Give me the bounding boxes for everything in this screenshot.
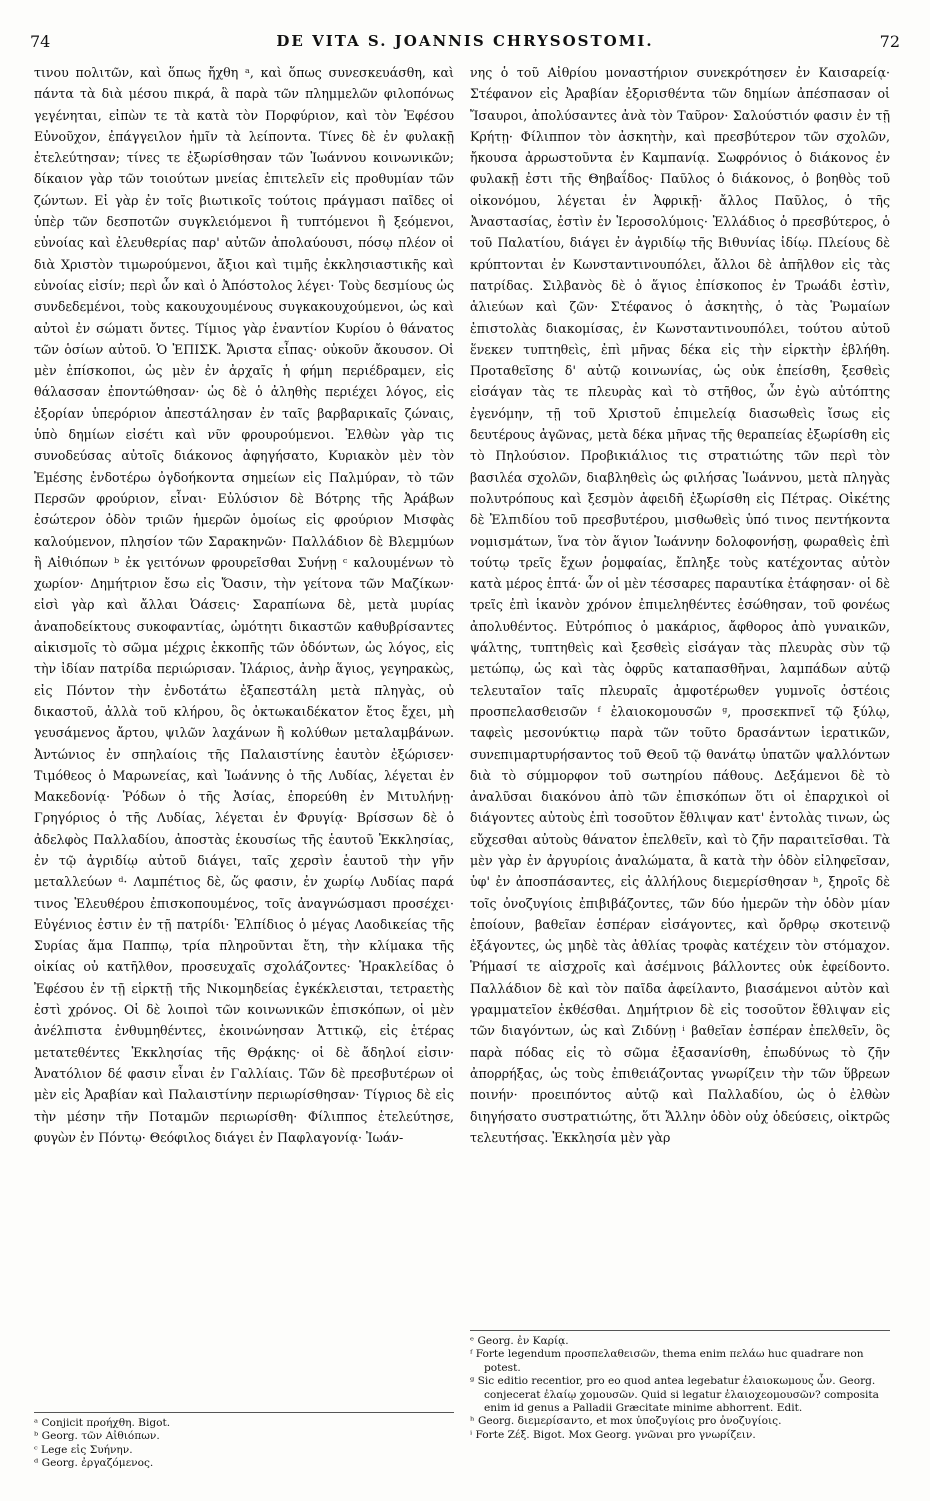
left-column: [34, 62, 454, 1148]
footnote-i: ⁱ Forte Ζέξ. Bigot. Mox Georg. γνῶναι pro γνωρίζειν.: [470, 1428, 756, 1441]
footnote-g: ᵍ Sic editio recentior, pro eo quod antea legebatur ἐλαιοκωμους ὧν. Georg. conjecerat ἐλαίῳ χομουσῶν. Quid si legatur ἐλαιοχεομουσῶν? composita enim id genus a Palladii Græcitate minime abhorrent. Edit.: [470, 1375, 879, 1415]
footnote-b: ᵇ Georg. τῶν Αἰθιόπων.: [34, 1430, 160, 1443]
footnote-d: ᵈ Georg. ἐργαζόμενος.: [34, 1457, 154, 1470]
page-header: [30, 32, 900, 54]
footnote-a: ᵃ Conjicit προήχθη. Bigot.: [34, 1417, 171, 1429]
running-title: DE VITA S. JOANNIS CHRYSOSTOMI.: [276, 32, 654, 50]
left-column-text: τινου πολιτῶν, καὶ ὅπως ἤχθη ᵃ, καὶ ὅπως συνεσκευάσθη, καὶ πάντα τὰ διὰ μέσου πικρά, ἃ παρὰ τῶν πλημμελῶν φιλοπόνως γεγένηται, εἰπὼν τε τὰ κατὰ τὸν Πορφύριον, καὶ τὸν Ἐφέσου Εὐνοῦχον, ἐπάγγειλον ἡμῖν τὰ λείποντα. Τίνες δὲ ἐν φυλακῇ ἐτελεύτησαν; τίνες τε ἐξωρίσθησαν τῶν Ἰωάννου κοινωνικῶν; δίκαιον γὰρ τῶν τοιούτων μνείας ἐπιτελεῖν εἰς προθυμίαν τῶν ζώντων. Εἰ γὰρ ἐν τοῖς βιωτικοῖς τούτοις πράγμασι παῖδες οἱ ὑπὲρ τῶν δεσποτῶν συγκλειόμενοι ἢ τυπτόμενοι ἢ ξεόμενοι, εὐνοίας καὶ ἐλευθερίας παρ' αὐτῶν ἀπολαύουσι, πόσῳ πλέον οἱ διὰ Χριστὸν τιμωρούμενοι, ἄξιοι καὶ τιμῆς ἐκκλησιαστικῆς καὶ εὐνοίας εἰσίν; περὶ ὧν καὶ ὁ Ἀπόστολος λέγει· Τοὺς δεσμίους ὡς συνδεδεμένοι, τοὺς κακουχουμένους συγκακουχούμενοι, ὡς καὶ αὐτοὶ ἐν σώματι ὄντες. Τίμιος γὰρ ἐναντίον Κυρίου ὁ θάνατος τῶν ὁσίων αὐτοῦ. Ὁ ἘΠΙΣΚ. Ἄριστα εἶπας· οὐκοῦν ἄκουσον. Οἱ μὲν ἐπίσκοποι, ὡς μὲν ἐν ἀρχαῖς ἡ φήμη περιέδραμεν, εἰς θάλασσαν ἐποντώθησαν· ὡς δὲ ὁ ἀληθὴς περιέχει λόγος, εἰς ἐξορίαν ὑπερόριον ἀπεστάλησαν ἐν ταῖς βαρβαρικαῖς ζώναις, ὑπὸ δημίων εἰσέτι καὶ νῦν φρουρούμενοι. Ἐλθὼν γὰρ τις συνοδεύσας αὐτοῖς διάκονος ἀφηγήσατο, Κυριακὸν μὲν τὸν Ἐμέσης ἐνδοτέρω ὀγδοήκοντα σημείων εἰς Παλμύραν, τὸ τῶν Περσῶν φρούριον, εἶναι· Εὐλύσιον δὲ Βότρης τῆς Ἀράβων ἐσώτερον ὁδὸν τριῶν ἡμερῶν ὁμοίως εἰς φρούριον Μισφὰς καλούμενον, πλησίον τῶν Σαρακηνῶν· Παλλάδιον δὲ Βλεμμύων ἢ Αἰθιόπων ᵇ ἐκ γειτόνων φρουρεῖσθαι Συήνῃ ᶜ καλουμένων τὸ χωρίον· Δημήτριον ἔσω εἰς Ὄασιν, τὴν γείτονα τῶν Μαζίκων· εἰσὶ γὰρ καὶ ἄλλαι Ὀάσεις· Σαραπίωνα δὲ, μετὰ μυρίας ἀναποδείκτους συκοφαντίας, ὠμότητι δικαστῶν καθυβρίσαντες αἰκισμοῖς τὸ σῶμα μέχρις ἐκκοπῆς τῶν ὀδόντων, ὡς λόγος, εἰς τὴν ἰδίαν πατρίδα περιώρισαν. Ἱλάριος, ἀνὴρ ἅγιος, γεγηρακὼς, εἰς Πόντον τὴν ἐνδοτάτω ἐξαπεστάλη μετὰ πληγὰς, οὐ δικαστοῦ, ἀλλὰ τοῦ κλήρου, ὃς ὀκτωκαιδέκατον ἔτος ἔχει, μὴ γευσάμενος ἄρτου, ψιλῶν λαχάνων ἢ κολύθων μεταλαμβάνων. Ἀντώνιος ἐν σπηλαίοις τῆς Παλαιστίνης ἑαυτὸν ἐξώρισεν· Τιμόθεος ὁ Μαρωνείας, καὶ Ἰωάννης ὁ τῆς Λυδίας, λέγεται ἐν Μακεδονίᾳ· Ῥόδων ὁ τῆς Ἀσίας, ἐπορεύθη ἐν Μιτυλήνῃ· Γρηγόριος ὁ τῆς Λυδίας, λέγεται ἐν Φρυγίᾳ· Βρίσσων δὲ ὁ ἀδελφὸς Παλλαδίου, ἀποστὰς ἑκουσίως τῆς ἑαυτοῦ Ἐκκλησίας, ἐν τῷ ἀγριδίῳ αὐτοῦ διάγει, ταῖς χερσὶν ἑαυτοῦ τὴν γῆν μεταλλεύων ᵈ· Λαμπέτιος δὲ, ὥς φασιν, ἐν χωρίῳ Λυδίας παρά τινος Ἐλευθέρου ἐπισκοπουμένος, τοῖς ἀναγνώσμασι προσέχει· Εὐγένιος ἐστιν ἐν τῇ πατρίδι· Ἐλπίδιος ὁ μέγας Λαοδικείας τῆς Συρίας ἅμα Παππῳ, τρία πληροῦνται ἔτη, τὴν κλίμακα τῆς οἰκίας οὐ κατῆλθον, προσευχαῖς σχολάζοντες· Ἡρακλείδας ὁ Ἐφέσου ἐν τῇ εἱρκτῇ τῆς Νικομηδείας ἐγκέκλεισται, τετραετὴς ἐστὶ χρόνος. Οἱ δὲ λοιποὶ τῶν κοινωνικῶν ἐπισκόπων, οἱ μὲν ἀνέλπιστα ἐνθυμηθέντες, ἐκοινώνησαν Ἀττικῷ, εἰς ἑτέρας μετατεθέντες Ἐκκλησίας τῆς Θρᾴκης· οἱ δὲ ἄδηλοί εἰσιν· Ἀνατόλιον δέ φασιν εἶναι ἐν Γαλλίαις. Τῶν δὲ πρεσβυτέρων οἱ μὲν εἰς Ἀραβίαν καὶ Παλαιστίνην περιωρίσθησαν· Τίγριος δὲ εἰς τὴν μέσην τῆν Ποταμῶν περιωρίσθη· Φίλιππος ἐτελεύτησε, φυγὼν ἐν Πόντῳ· Θεόφιλος διάγει ἐν Παφλαγονίᾳ· Ἰωάν-: [34, 65, 454, 1145]
footnote-f: ᶠ Forte legendum προσπελαθεισῶν, thema enim πελάω huc quadrare non potest.: [470, 1348, 864, 1374]
right-column-text: νης ὁ τοῦ Αἰθρίου μοναστήριον συνεκρότησεν ἐν Καισαρείᾳ· Στέφανον εἰς Ἀραβίαν ἐξορισθέντα τῶν δημίων ἀπέσπασαν οἱ Ἴσαυροι, ἀπολύσαντες ἀνὰ τὸν Ταῦρον· Σαλούστιόν φασιν ἐν τῇ Κρήτῃ· Φίλιππον τὸν ἀσκητὴν, καὶ πρεσβύτερον τῶν σχολῶν, ἤκουσα ἀρρωστοῦντα ἐν Καμπανίᾳ. Σωφρόνιος ὁ διάκονος ἐν φυλακῇ ἐστι τῆς Θηβαΐδος· Παῦλος ὁ διάκονος, ὁ βοηθὸς τοῦ οἰκονόμου, λέγεται ἐν Ἀφρικῇ· ἄλλος Παῦλος, ὁ τῆς Ἀναστασίας, ἐστὶν ἐν Ἱεροσολύμοις· Ἑλλάδιος ὁ πρεσβύτερος, ὁ τοῦ Παλατίου, διάγει ἐν ἀγριδίῳ τῆς Βιθυνίας ἰδίῳ. Πλείους δὲ κρύπτονται ἐν Κωνσταντινουπόλει, ἄλλοι δὲ ἀπῆλθον εἰς τὰς πατρίδας. Σιλβανὸς δὲ ὁ ἅγιος ἐπίσκοπος ἐν Τρωάδι ἐστὶν, ἁλιεύων καὶ ζῶν· Στέφανος ὁ ἀσκητὴς, ὁ τὰς Ῥωμαίων ἐπιστολὰς διακομίσας, ἐν Κωνσταντινουπόλει, τούτου αὐτοῦ ἕνεκεν τυπτηθεὶς, ἐπὶ μῆνας δέκα εἰς τὴν εἱρκτὴν ἐβλήθη. Προταθεῖσης δ' αὐτῷ κοινωνίας, ὡς οὐκ ἐπείσθη, ξεσθεὶς εἰσάγαν τὰς τε πλευρὰς καὶ τὸ στῆθος, ὧν ἐγὼ αὐτόπτης ἐγενόμην, τῇ τοῦ Χριστοῦ ἐπιμελείᾳ διασωθεὶς ἴσως εἰς δευτέρους ἀγῶνας, μετὰ δέκα μῆνας τῆς θεραπείας ἐξωρίσθη εἰς τὸ Πηλούσιον. Προβικιάλιος τις στρατιώτης τῶν περὶ τὸν βασιλέα σχολῶν, διαβληθεὶς ὡς φιλήσας Ἰωάννου, μετὰ πληγὰς πολυτρόπους καὶ ξεσμὸν ἀφειδῆ ἐξωρίσθη εἰς Πέτρας. Οἰκέτης δὲ Ἐλπιδίου τοῦ πρεσβυτέρου, μισθωθεὶς ὑπό τινος πεντήκοντα νομισμάτων, ἵνα τὸν ἅγιον Ἰωάννην δολοφονήσῃ, φωραθεὶς ἐπὶ τούτῳ τρεῖς ἔχων ῥομφαίας, ἔπληξε τοὺς κατέχοντας αὐτὸν κατὰ μέρος ἑπτά· ὧν οἱ μὲν τέσσαρες παραυτίκα ἐτάφησαν· οἱ δὲ τρεῖς ἐπὶ ἱκανὸν χρόνον ἐπιμεληθέντες ἐσώθησαν, τοῦ φονέως ἀπολυθέντος. Εὐτρόπιος ὁ μακάριος, ἄφθορος ἀπὸ γυναικῶν, ψάλτης, τυπτηθεὶς καὶ ξεσθεὶς εἰσάγαν τὰς πλευρὰς σὺν τῷ μετώπῳ, ὡς καὶ τὰς ὀφρῦς καταπασθῆναι, λαμπάδων αὐτῷ τελευταῖον ταῖς πλευραῖς ἀμφοτέρωθεν γυμνοῖς ὀστέοις προσπελασθεισῶν ᶠ ἐλαιοκομουσῶν ᵍ, προσεκπνεῖ τῷ ξύλῳ, ταφεὶς μεσονύκτιῳ παρὰ τῶν τοῦτο δρασάντων ἱερατικῶν, συνεπιμαρτυρήσαντος τοῦ Θεοῦ τῷ θανάτῳ ὑπατῶν ψαλλόντων διὰ τὸ σύμμορφον τοῦ σωτηρίου πάθους. Δεξάμενοι δὲ τὸ ἀναλῦσαι διακόνου ἀπὸ τῶν ἐπισκόπων ὅτι οἱ ἐπαρχικοὶ οἱ διάγοντες αὐτοὺς ἐπὶ τοσοῦτον ἔθλιψαν κατ' ἐντολὰς τινων, ὡς εὔχεσθαι αὐτοὺς θάνατον ἐπελθεῖν, καὶ τὸ ζῆν παραιτεῖσθαι. Τὰ μὲν γὰρ ἐν ἀργυρίοις ἀναλώματα, ἃ κατὰ τὴν ὁδὸν εἰληφεῖσαν, ὑφ' ἐν ἀποσπάσαντες, εἰς ἀλλήλους διεμερίσθησαν ʰ, ξηροῖς δὲ τοῖς ὀνοζυγίοις ἐπιβιβάζοντες, τῶν δύο ἡμερῶν τὴν ὁδὸν μίαν ἐποίουν, βαθεῖαν ἑσπέραν εἰσάγοντες, καὶ ὄρθρῳ σκοτεινῷ ἐξάγοντες, ὡς μηδὲ τὰς ἀθλίας τροφὰς κατέχειν τὸν στόμαχον. Ῥήμασί τε αἰσχροῖς καὶ ἀσέμνοις βάλλοντες οὐκ ἐφείδοντο. Παλλάδιον δὲ καὶ τὸν παῖδα ἀφείλαντο, βιασάμενοι αὐτὸν καὶ γραμματεῖον ἐκθέσθαι. Δημήτριον δὲ εἰς τοσοῦτον ἔθλιψαν εἰς τῶν διαγόντων, ὡς καὶ Ζιδύνῃ ⁱ βαθεῖαν ἑσπέραν ἐπελθεῖν, ὃς παρὰ πόδας εἰς τὸ σῶμα ἐξασανίσθη, ἐπωδύνως τὸ ζῆν ἀπορρήξας, ὡς τοὺς ἐπιθειάζοντας γνωρίζειν τὴν τῶν ὕβρεων ποινήν· προειπόντος αὐτῷ καὶ Παλλαδίου, ὡς ὁ ἐλθὼν διηγήσατο συστρατιώτης, ὅτι Ἄλλην ὁδὸν οὐχ ὁδεύσεις, οἰκτρῶς τελευτήσας. Ἐκκλησία μὲν γὰρ: [470, 65, 890, 1145]
footnote-c: ᶜ Lege εἰς Συήνην.: [34, 1443, 133, 1456]
right-column: [470, 62, 890, 1148]
page-number-right: 72: [879, 32, 900, 51]
footnote-h: ʰ Georg. διεμερίσαντο, et mox ὑποζυγίοις pro ὀνοζυγίοις.: [470, 1415, 782, 1428]
page-number-left: 74: [30, 32, 51, 51]
footnotes-left: [34, 1412, 454, 1471]
footnotes-right: [470, 1330, 890, 1442]
footnote-e: ᵉ Georg. ἐν Καρίᾳ.: [470, 1335, 569, 1347]
